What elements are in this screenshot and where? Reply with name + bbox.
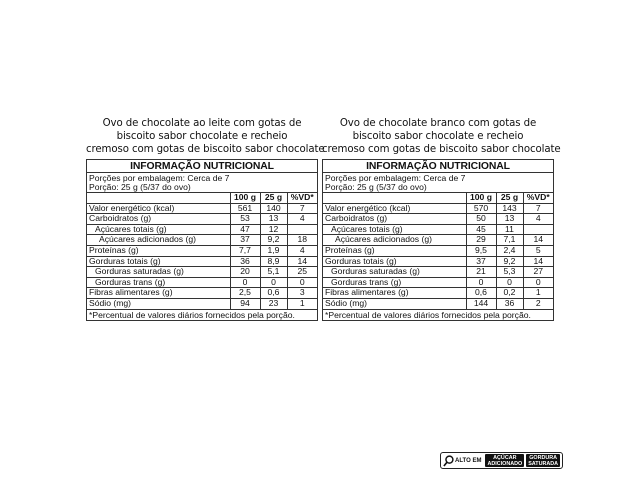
warning-line: GORDURA <box>529 454 558 461</box>
table-row <box>87 288 317 299</box>
value-100g: 9,5 <box>466 246 496 257</box>
table-row <box>323 299 553 309</box>
value-100g: 2,5 <box>230 288 260 299</box>
warning-line: ADICIONADO <box>487 460 523 467</box>
value-25g: 9,2 <box>496 256 523 267</box>
value-25g: 7,1 <box>496 235 523 246</box>
warning-added-sugar <box>485 454 524 467</box>
title-line: biscoito sabor chocolate e recheio <box>352 131 524 142</box>
table-row <box>87 235 317 246</box>
table-row <box>323 267 553 278</box>
value-100g: 21 <box>466 267 496 278</box>
table-row <box>323 277 553 288</box>
table-row <box>87 256 317 267</box>
nutrient-label: Proteínas (g) <box>87 246 230 257</box>
nutrient-label: Carboidratos (g) <box>323 214 466 225</box>
value-100g: 94 <box>230 299 260 309</box>
value-25g: 12 <box>260 224 287 235</box>
value-25g: 13 <box>496 214 523 225</box>
value-100g: 29 <box>466 235 496 246</box>
value-vd <box>523 224 553 235</box>
portions-per-package: Porções por embalagem: Cerca de 7 <box>89 172 230 183</box>
nutrient-label: Açúcares totais (g) <box>323 224 466 235</box>
value-vd: 7 <box>523 203 553 214</box>
nutrient-label: Açúcares totais (g) <box>87 224 230 235</box>
column-header-25g: 25 g <box>496 193 523 203</box>
nutrition-panel-milk-chocolate <box>86 117 325 321</box>
nutrition-panel-white-chocolate <box>322 117 561 321</box>
table-row <box>87 277 317 288</box>
nutrient-label: Gorduras saturadas (g) <box>87 267 230 278</box>
column-header-row <box>87 193 317 203</box>
nutrient-label: Gorduras totais (g) <box>87 256 230 267</box>
product-title <box>322 117 561 156</box>
value-vd: 25 <box>287 267 317 278</box>
nutrient-table <box>323 193 553 309</box>
nutrient-label: Gorduras saturadas (g) <box>323 267 466 278</box>
title-line: cremoso com gotas de biscoito sabor chocolate <box>86 144 325 155</box>
nutrient-label: Açúcares adicionados (g) <box>87 235 230 246</box>
column-header-100g: 100 g <box>466 193 496 203</box>
column-header-vd: %VD* <box>523 193 553 203</box>
table-row <box>87 203 317 214</box>
nutrient-label: Gorduras trans (g) <box>323 277 466 288</box>
nutrition-heading: INFORMAÇÃO NUTRICIONAL <box>87 160 317 173</box>
nutrient-label: Gorduras totais (g) <box>323 256 466 267</box>
warning-line: SATURADA <box>528 460 559 467</box>
value-100g: 144 <box>466 299 496 309</box>
value-25g: 5,3 <box>496 267 523 278</box>
value-25g: 9,2 <box>260 235 287 246</box>
value-vd: 14 <box>523 235 553 246</box>
portion-info <box>87 173 317 193</box>
footnote: *Percentual de valores diários fornecidos pela porção. <box>323 309 553 320</box>
nutrition-table <box>322 159 554 321</box>
value-100g: 20 <box>230 267 260 278</box>
nutrient-label: Valor energético (kcal) <box>87 203 230 214</box>
portions-per-package: Porções por embalagem: Cerca de 7 <box>325 172 466 183</box>
value-25g: 140 <box>260 203 287 214</box>
title-line: Ovo de chocolate branco com gotas de <box>339 118 537 129</box>
value-100g: 0 <box>466 277 496 288</box>
value-25g: 5,1 <box>260 267 287 278</box>
value-100g: 561 <box>230 203 260 214</box>
portion-size: Porção: 25 g (5/37 do ovo) <box>325 182 427 192</box>
value-vd: 14 <box>287 256 317 267</box>
value-100g: 0,6 <box>466 288 496 299</box>
value-25g: 13 <box>260 214 287 225</box>
value-vd: 18 <box>287 235 317 246</box>
column-header-25g: 25 g <box>260 193 287 203</box>
value-100g: 53 <box>230 214 260 225</box>
blank-header <box>87 193 230 203</box>
value-100g: 45 <box>466 224 496 235</box>
value-vd: 3 <box>287 288 317 299</box>
column-header-vd: %VD* <box>287 193 317 203</box>
value-25g: 1,9 <box>260 246 287 257</box>
table-row <box>323 246 553 257</box>
value-100g: 570 <box>466 203 496 214</box>
table-row <box>323 203 553 214</box>
value-100g: 36 <box>230 256 260 267</box>
table-row <box>87 299 317 309</box>
nutrient-label: Sódio (mg) <box>323 299 466 309</box>
value-vd: 0 <box>287 277 317 288</box>
high-in-text: ALTO EM <box>455 457 482 464</box>
nutrient-label: Sódio (mg) <box>87 299 230 309</box>
high-in-label <box>443 455 483 467</box>
column-header-row <box>323 193 553 203</box>
value-vd: 4 <box>287 214 317 225</box>
nutrient-label: Açúcares adicionados (g) <box>323 235 466 246</box>
value-vd: 27 <box>523 267 553 278</box>
table-row <box>323 224 553 235</box>
value-25g: 0,6 <box>260 288 287 299</box>
nutrition-heading: INFORMAÇÃO NUTRICIONAL <box>323 160 553 173</box>
nutrient-label: Carboidratos (g) <box>87 214 230 225</box>
value-100g: 0 <box>230 277 260 288</box>
value-100g: 37 <box>466 256 496 267</box>
front-label-warning-badge <box>440 452 563 469</box>
value-25g: 2,4 <box>496 246 523 257</box>
value-100g: 47 <box>230 224 260 235</box>
table-row <box>87 224 317 235</box>
table-row <box>87 246 317 257</box>
nutrition-table <box>86 159 318 321</box>
portion-info <box>323 173 553 193</box>
footnote: *Percentual de valores diários fornecidos pela porção. <box>87 309 317 320</box>
value-25g: 23 <box>260 299 287 309</box>
value-vd: 1 <box>287 299 317 309</box>
value-vd: 4 <box>523 214 553 225</box>
value-vd: 0 <box>523 277 553 288</box>
column-header-100g: 100 g <box>230 193 260 203</box>
portion-size: Porção: 25 g (5/37 do ovo) <box>89 182 191 192</box>
value-100g: 7,7 <box>230 246 260 257</box>
value-vd <box>287 224 317 235</box>
value-25g: 0 <box>260 277 287 288</box>
nutrient-label: Valor energético (kcal) <box>323 203 466 214</box>
value-vd: 2 <box>523 299 553 309</box>
warning-line: AÇÚCAR <box>493 454 517 461</box>
table-row <box>323 256 553 267</box>
nutrient-label: Proteínas (g) <box>323 246 466 257</box>
value-vd: 14 <box>523 256 553 267</box>
title-line: Ovo de chocolate ao leite com gotas de <box>102 118 302 129</box>
value-vd: 4 <box>287 246 317 257</box>
value-25g: 8,9 <box>260 256 287 267</box>
product-title <box>86 117 325 156</box>
value-100g: 50 <box>466 214 496 225</box>
table-row <box>323 235 553 246</box>
title-line: cremoso com gotas de biscoito sabor chocolate <box>322 144 561 155</box>
value-25g: 11 <box>496 224 523 235</box>
value-25g: 0,2 <box>496 288 523 299</box>
table-row <box>87 267 317 278</box>
table-row <box>323 214 553 225</box>
nutrient-label: Fibras alimentares (g) <box>323 288 466 299</box>
blank-header <box>323 193 466 203</box>
nutrient-table <box>87 193 317 309</box>
value-vd: 7 <box>287 203 317 214</box>
magnifier-icon <box>443 455 454 467</box>
value-25g: 143 <box>496 203 523 214</box>
value-25g: 0 <box>496 277 523 288</box>
value-vd: 1 <box>523 288 553 299</box>
value-100g: 37 <box>230 235 260 246</box>
title-line: biscoito sabor chocolate e recheio <box>116 131 288 142</box>
warning-saturated-fat <box>526 454 560 467</box>
table-row <box>87 214 317 225</box>
table-row <box>323 288 553 299</box>
nutrient-label: Fibras alimentares (g) <box>87 288 230 299</box>
value-vd: 5 <box>523 246 553 257</box>
value-25g: 36 <box>496 299 523 309</box>
nutrient-label: Gorduras trans (g) <box>87 277 230 288</box>
